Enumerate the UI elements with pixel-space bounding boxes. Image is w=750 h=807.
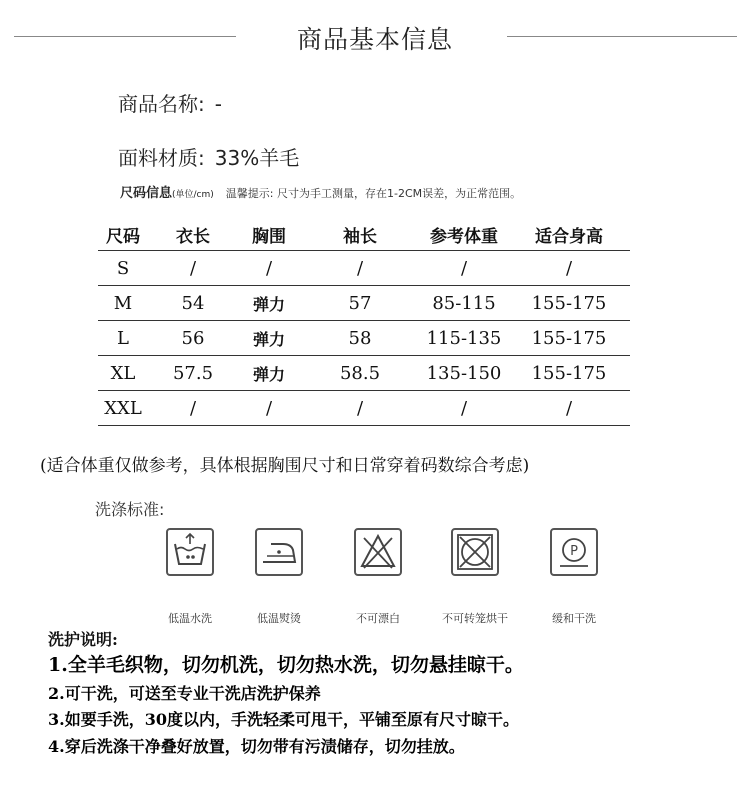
care-label: 低温熨烫 — [257, 612, 301, 625]
low-temp-iron-icon — [255, 528, 303, 576]
header-height: 适合身高 — [508, 218, 630, 251]
header-size: 尺码 — [98, 218, 148, 251]
care-line: 4.穿后洗涤干净叠好放置，切勿带有污渍储存，切勿挂放。 — [48, 737, 465, 756]
cell-chest: / — [238, 391, 300, 426]
care-label: 低温水洗 — [168, 612, 212, 625]
care-symbol — [328, 528, 428, 626]
table-row — [98, 251, 630, 286]
table-row — [98, 391, 630, 426]
care-symbol — [524, 528, 624, 626]
cell-length: / — [148, 251, 238, 286]
size-table-header — [98, 218, 630, 251]
size-info-header — [120, 182, 521, 201]
cell-length: / — [148, 391, 238, 426]
no-tumble-dry-icon — [451, 528, 499, 576]
cell-sleeve: 58.5 — [300, 356, 420, 391]
care-label: 缓和干洗 — [552, 612, 596, 625]
cell-length: 54 — [148, 286, 238, 321]
header-weight: 参考体重 — [420, 218, 508, 251]
care-symbol — [140, 528, 240, 626]
fabric-row — [118, 142, 299, 171]
cell-sleeve: / — [300, 391, 420, 426]
header-length: 衣长 — [148, 218, 238, 251]
care-label: 不可转笼烘干 — [442, 612, 508, 625]
cell-sleeve: / — [300, 251, 420, 286]
care-line: 3.如要手洗，30度以内，手洗轻柔可甩干，平铺至原有尺寸晾干。 — [48, 710, 519, 729]
care-symbol — [425, 528, 525, 626]
size-info-tip: 温馨提示: 尺寸为手工测量，存在1-2CM误差，为正常范围。 — [225, 187, 522, 200]
care-symbol — [229, 528, 329, 626]
gentle-dry-clean-icon — [550, 528, 598, 576]
no-bleach-icon — [354, 528, 402, 576]
cell-sleeve: 57 — [300, 286, 420, 321]
care-label: 不可漂白 — [356, 612, 400, 625]
cell-height: / — [508, 251, 630, 286]
cell-height: 155-175 — [508, 321, 630, 356]
washing-title: 洗涤标准: — [95, 500, 165, 519]
size-table — [98, 218, 630, 426]
cell-height: 155-175 — [508, 286, 630, 321]
product-name-value: - — [214, 92, 222, 116]
cell-weight: 85-115 — [420, 286, 508, 321]
fabric-label: 面料材质: — [118, 146, 205, 170]
cell-weight: / — [420, 251, 508, 286]
product-name-row — [118, 88, 222, 117]
cell-chest: / — [238, 251, 300, 286]
cell-sleeve: 58 — [300, 321, 420, 356]
table-row — [98, 356, 630, 391]
table-row — [98, 321, 630, 356]
cell-length: 57.5 — [148, 356, 238, 391]
cell-size: M — [98, 286, 148, 321]
svg-text:P: P — [570, 544, 578, 559]
cell-size: XXL — [98, 391, 148, 426]
product-name-label: 商品名称: — [118, 92, 205, 116]
table-row — [98, 286, 630, 321]
care-line: 2.可干洗，可送至专业干洗店洗护保养 — [48, 684, 321, 703]
low-temp-wash-icon — [166, 528, 214, 576]
cell-size: XL — [98, 356, 148, 391]
cell-weight: / — [420, 391, 508, 426]
cell-weight: 135-150 — [420, 356, 508, 391]
page-title: 商品基本信息 — [296, 25, 453, 54]
cell-height: / — [508, 391, 630, 426]
cell-chest: 弹力 — [238, 321, 300, 356]
cell-chest: 弹力 — [238, 356, 300, 391]
cell-weight: 115-135 — [420, 321, 508, 356]
header-sleeve: 袖长 — [300, 218, 420, 251]
cell-chest: 弹力 — [238, 286, 300, 321]
care-line: 1.全羊毛织物，切勿机洗，切勿热水洗，切勿悬挂晾干。 — [48, 654, 524, 676]
cell-size: L — [98, 321, 148, 356]
fabric-value: 33%羊毛 — [214, 146, 300, 170]
header-chest: 胸围 — [238, 218, 300, 251]
size-info-unit: (单位/cm) — [172, 190, 214, 200]
cell-length: 56 — [148, 321, 238, 356]
size-info-label: 尺码信息 — [120, 186, 173, 201]
cell-size: S — [98, 251, 148, 286]
cell-height: 155-175 — [508, 356, 630, 391]
care-title: 洗护说明: — [48, 630, 118, 649]
size-note: (适合体重仅做参考，具体根据胸围尺寸和日常穿着码数综合考虑) — [40, 456, 530, 476]
title-divider-right — [507, 36, 737, 37]
